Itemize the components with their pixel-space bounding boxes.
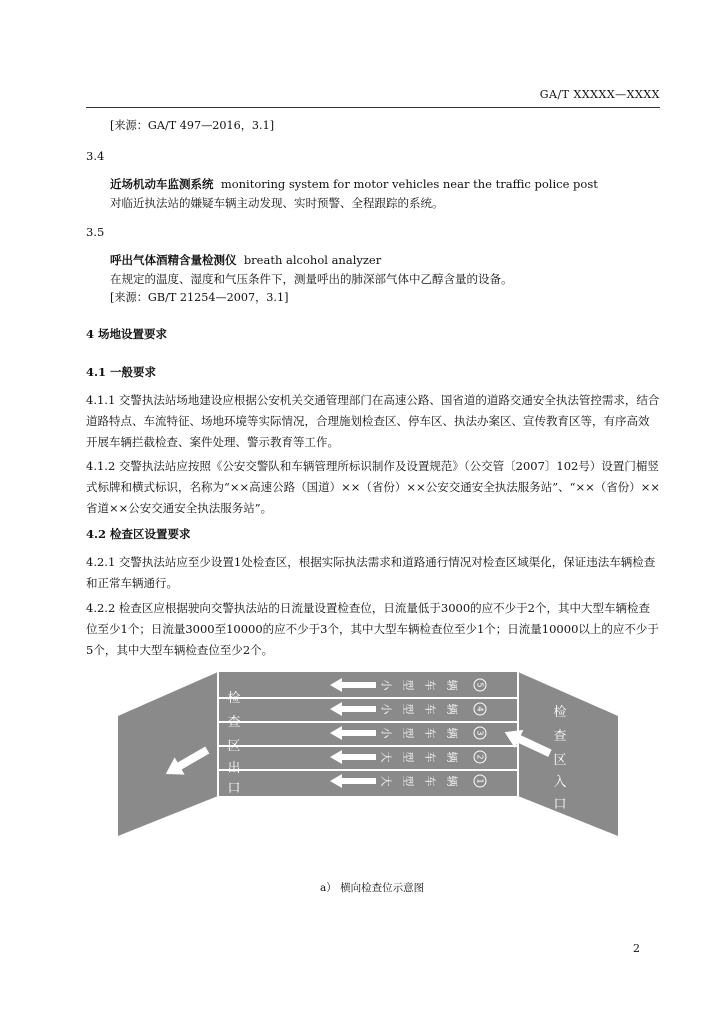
term-3-4-cn: 近场机动车监测系统 xyxy=(110,177,214,191)
clause-number-3-4: 3.4 xyxy=(86,149,105,163)
heading-4: 4 场地设置要求 xyxy=(86,327,168,341)
lane-label-char: 大 xyxy=(379,775,393,787)
clause-number-3-5: 3.5 xyxy=(86,225,105,239)
lane-number: 2 xyxy=(475,754,485,760)
entry-label-char: 区 xyxy=(553,753,567,768)
lane-label-char: 辆 xyxy=(445,679,459,691)
source-note-3-5: [来源：GB/T 21254—2007，3.1] xyxy=(110,291,289,304)
figure-caption: a） 横向检查位示意图 xyxy=(320,882,425,894)
lane-label-char: 辆 xyxy=(445,727,459,739)
lane-label-char: 车 xyxy=(423,727,437,739)
document-code: GA/T XXXXX—XXXX xyxy=(539,88,660,101)
exit-label-char: 检 xyxy=(227,691,241,706)
lane-label-char: 车 xyxy=(423,679,437,691)
source-note-3-3: [来源：GA/T 497—2016，3.1] xyxy=(110,119,275,132)
lane-label-char: 小 xyxy=(379,727,393,739)
entry-label-char: 口 xyxy=(553,797,567,812)
exit-label xyxy=(227,690,240,796)
term-3-4-en: monitoring system for motor vehicles near the traffic police post xyxy=(220,177,598,191)
term-3-5-en: breath alcohol analyzer xyxy=(243,253,382,267)
exit-label-char: 查 xyxy=(227,715,241,730)
lane-label-char: 小 xyxy=(379,703,393,715)
lane-number: 5 xyxy=(475,682,485,688)
definition-3-4: 对临近执法站的嫌疑车辆主动发现、实时预警、全程跟踪的系统。 xyxy=(110,196,444,210)
term-3-4 xyxy=(110,174,598,194)
lane-number: 4 xyxy=(475,706,485,712)
entry-label-char: 入 xyxy=(553,775,567,790)
lane-label-char: 型 xyxy=(401,679,415,691)
paragraph-4-1-1: 4.1.1 交警执法站场地建设应根据公安机关交通管理部门在高速公路、国省道的道路交通安全执法管控需求，结合道路特点、车流特征、场地环境等实际情况，合理施划检查区、停车区、执法办案区、宣传教育区等，有序高效开展车辆拦截检查、案件处理、警示教育等工作。 xyxy=(86,393,660,449)
lane-label-char: 型 xyxy=(401,775,415,787)
lane-number: 1 xyxy=(475,778,485,784)
lane-label-char: 小 xyxy=(379,679,393,691)
heading-4-2: 4.2 检查区设置要求 xyxy=(86,527,191,541)
lane-number: 3 xyxy=(475,730,485,736)
lane-label-char: 辆 xyxy=(445,751,459,763)
lane-label-char: 辆 xyxy=(445,703,459,715)
definition-3-5: 在规定的温度、湿度和气压条件下，测量呼出的肺深部气体中乙醇含量的设备。 xyxy=(110,272,513,286)
lane-label-char: 型 xyxy=(401,703,415,715)
lane-label-char: 车 xyxy=(423,751,437,763)
lane-label-char: 车 xyxy=(423,703,437,715)
exit-label-char: 出 xyxy=(227,761,241,776)
lane-label-char: 大 xyxy=(379,751,393,763)
inspection-area-diagram xyxy=(118,668,618,840)
page-number: 2 xyxy=(633,942,640,955)
exit-label-char: 口 xyxy=(227,781,241,796)
paragraph-4-2-1: 4.2.1 交警执法站应至少设置1处检查区，根据实际执法需求和道路通行情况对检查区域渠化，保证违法车辆检查和正常车辆通行。 xyxy=(86,555,656,590)
paragraph-4-2-2: 4.2.2 检查区应根据驶向交警执法站的日流量设置检查位，日流量低于3000的应不少于2个，其中大型车辆检查位至少1个；日流量3000至10000的应不少于3个，其中大型车辆检查位至少1个；日流量10000以上的应不少于5个，其中大型车辆检查位至少2个。 xyxy=(86,601,659,657)
entry-label-char: 检 xyxy=(553,705,567,720)
header-rule xyxy=(86,107,660,108)
exit-label-char: 区 xyxy=(227,739,241,754)
paragraph-4-1-2: 4.1.2 交警执法站应按照《公安交警队和车辆管理所标识制作及设置规范》（公交管〔2007〕102号）设置门楣竖式标牌和横式标识，名称为“××高速公路（国道）××（省份）××公安交通安全执法服务站”、“××（省份）××省道××公安交通安全执法服务站”。 xyxy=(86,459,660,515)
lane-label-char: 型 xyxy=(401,727,415,739)
lane-label-char: 车 xyxy=(423,775,437,787)
lane-label-char: 辆 xyxy=(445,775,459,787)
entry-label-char: 查 xyxy=(553,729,567,744)
term-3-5-cn: 呼出气体酒精含量检测仪 xyxy=(110,253,237,267)
lane-label-char: 型 xyxy=(401,751,415,763)
term-3-5 xyxy=(110,250,381,270)
heading-4-1: 4.1 一般要求 xyxy=(86,365,157,379)
